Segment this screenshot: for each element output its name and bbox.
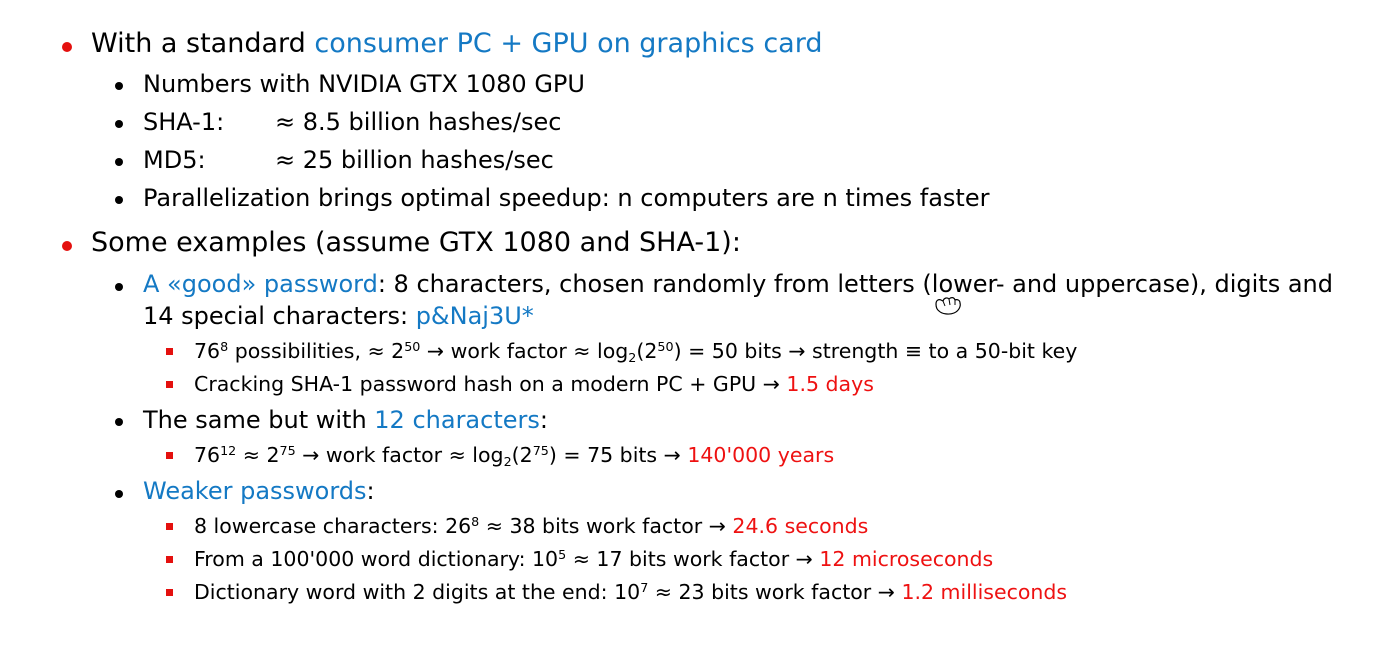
bullet-dictionary	[194, 547, 993, 571]
bullet-possibilities	[194, 339, 1077, 363]
math-exponent: 75	[279, 443, 296, 459]
math-text: ≈ 2	[236, 443, 280, 467]
bullet-good-password-line2	[143, 302, 534, 330]
math-text: possibilities, ≈ 2	[228, 339, 405, 363]
bullet-text: : 8 characters, chosen randomly from letters (lower- and uppercase), digits and	[377, 270, 1333, 298]
bullet-12-char-work-factor	[194, 443, 834, 467]
example-password: p&Naj3U*	[415, 302, 534, 330]
hash-value: ≈ 8.5 billion hashes/sec	[275, 108, 562, 136]
bullet-md5-speed	[143, 146, 554, 174]
math-exponent: 7	[640, 580, 649, 596]
math-text: ) = 50 bits → strength ≡ to a 50-bit key	[673, 339, 1078, 363]
bullet-black-dot	[115, 196, 123, 204]
math-text: → work factor ≈ log	[420, 339, 629, 363]
bullet-text: Cracking SHA-1 password hash on a modern PC + GPU →	[194, 372, 787, 396]
result-time: 12 microseconds	[819, 547, 994, 571]
math-text: → work factor ≈ log	[295, 443, 504, 467]
math-text: 76	[194, 339, 221, 363]
math-text: (2	[636, 339, 658, 363]
hash-label: MD5:	[143, 146, 206, 174]
bullet-red-square	[166, 556, 173, 563]
bullet-standard-pc	[91, 28, 822, 59]
bullet-lead: The same but with	[143, 406, 375, 434]
math-text: ≈ 17 bits work factor →	[566, 547, 820, 571]
bullet-text: Some examples (assume GTX 1080 and SHA-1):	[91, 227, 741, 258]
bullet-red-square	[166, 452, 173, 459]
math-exponent: 8	[471, 514, 480, 530]
bullet-black-dot	[115, 82, 123, 90]
bullet-black-dot	[115, 418, 123, 426]
highlight-weaker-passwords: Weaker passwords	[143, 477, 367, 505]
math-text: From a 100'000 word dictionary: 10	[194, 547, 559, 571]
math-exponent: 75	[532, 443, 549, 459]
highlight-good-password: A «good» password	[143, 270, 378, 298]
bullet-tail: :	[366, 477, 375, 505]
bullet-8-lowercase	[194, 514, 868, 538]
bullet-dictionary-digits	[194, 580, 1067, 604]
bullet-text: Numbers with NVIDIA GTX 1080 GPU	[143, 70, 585, 98]
bullet-lead: With a standard	[91, 28, 315, 59]
math-text: 8 lowercase characters: 26	[194, 514, 472, 538]
bullet-nvidia-numbers	[143, 70, 585, 98]
math-exponent: 12	[220, 443, 237, 459]
bullet-red-square	[166, 589, 173, 596]
bullet-tail: :	[539, 406, 548, 434]
result-time: 140'000 years	[687, 443, 835, 467]
bullet-black-dot	[115, 158, 123, 166]
math-text: (2	[511, 443, 533, 467]
math-exponent: 8	[220, 339, 229, 355]
result-time: 24.6 seconds	[732, 514, 869, 538]
math-text: ) = 75 bits →	[548, 443, 688, 467]
bullet-weaker-passwords	[143, 477, 375, 505]
highlight-12-characters: 12 characters	[374, 406, 540, 434]
math-text: Dictionary word with 2 digits at the end: 10	[194, 580, 641, 604]
math-exponent: 50	[404, 339, 421, 355]
bullet-good-password	[143, 270, 1333, 298]
math-text: ≈ 38 bits work factor →	[479, 514, 733, 538]
hash-value: ≈ 25 billion hashes/sec	[275, 146, 554, 174]
bullet-sha1-speed	[143, 108, 561, 136]
math-text: 76	[194, 443, 221, 467]
bullet-black-dot	[115, 120, 123, 128]
bullet-red-square	[166, 523, 173, 530]
hand-pointer-icon	[933, 292, 963, 316]
math-text: ≈ 23 bits work factor →	[648, 580, 902, 604]
result-time: 1.5 days	[786, 372, 874, 396]
math-exponent: 5	[558, 547, 567, 563]
bullet-text: 14 special characters:	[143, 302, 416, 330]
bullet-cracking-sha1	[194, 372, 874, 396]
math-subscript: 2	[628, 349, 637, 365]
bullet-red-square	[166, 381, 173, 388]
bullet-some-examples	[91, 227, 741, 258]
result-time: 1.2 milliseconds	[901, 580, 1068, 604]
hash-label: SHA-1:	[143, 108, 225, 136]
bullet-text: Parallelization brings optimal speedup: n computers are n times faster	[143, 184, 990, 212]
highlight-consumer-pc: consumer PC + GPU on graphics card	[314, 28, 823, 59]
bullet-12-characters	[143, 406, 548, 434]
bullet-black-dot	[115, 283, 123, 291]
bullet-black-dot	[115, 490, 123, 498]
bullet-parallelization	[143, 184, 989, 212]
bullet-red-dot	[62, 42, 72, 52]
math-subscript: 2	[503, 453, 512, 469]
math-exponent: 50	[657, 339, 674, 355]
bullet-red-dot	[62, 241, 72, 251]
bullet-red-square	[166, 348, 173, 355]
